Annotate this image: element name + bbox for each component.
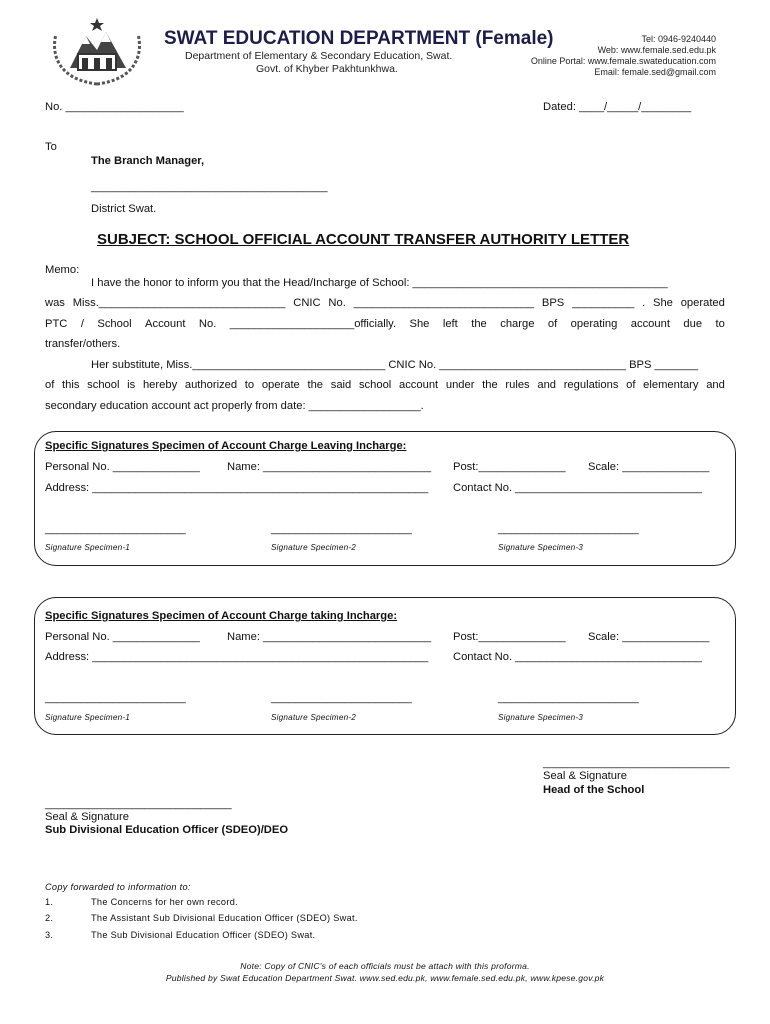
paragraph-1-line-4: transfer/others. xyxy=(45,338,121,350)
justified-word: hereby xyxy=(142,379,178,391)
leaving-signature-line-2: _______________________ xyxy=(271,523,412,535)
justified-word: was xyxy=(45,297,65,309)
justified-word: to xyxy=(715,318,725,330)
leaving-signature-specimen-2: Signature Specimen-2 xyxy=(271,543,357,552)
online-portal: Online Portal: www.female.swateducation.com xyxy=(530,56,716,66)
copy-item-2: The Assistant Sub Divisional Education Officer (SDEO) Swat. xyxy=(91,913,358,923)
taking-contact-no: Contact No. ______________________________ xyxy=(453,651,702,663)
leaving-signature-line-3: _______________________ xyxy=(498,523,639,535)
justified-word: operate xyxy=(261,379,300,391)
copy-item-1-number: 1. xyxy=(45,897,54,907)
justified-word: the xyxy=(307,379,324,391)
justified-word: of xyxy=(45,379,55,391)
leaving-personal-no: Personal No. ______________ xyxy=(45,461,200,473)
justified-word: of xyxy=(547,318,558,330)
leaving-contact-no: Contact No. ______________________________ xyxy=(453,482,702,494)
leaving-signature-line-1: _______________________ xyxy=(45,523,186,535)
to-label: To xyxy=(45,141,57,153)
leaving-scale: Scale: ______________ xyxy=(588,461,710,473)
taking-name: Name: ___________________________ xyxy=(227,631,432,643)
sdeo-seal-signature: Seal & Signature xyxy=(45,811,129,823)
copy-item-1: The Concerns for her own record. xyxy=(91,897,238,907)
justified-word: regulations xyxy=(563,379,619,391)
letter-date: Dated: ____/_____/________ xyxy=(543,101,692,113)
justified-word: due xyxy=(683,318,703,330)
government-subtitle: Govt. of Khyber Pakhtunkhwa. xyxy=(256,63,398,75)
justified-word: __________ xyxy=(572,297,635,309)
justified-word: She xyxy=(409,318,430,330)
leaving-post: Post:______________ xyxy=(453,461,566,473)
justified-word: elementary xyxy=(643,379,699,391)
paragraph-2-line-3: secondary education account act properly from date: __________________. xyxy=(45,400,424,412)
district: District Swat. xyxy=(91,203,157,215)
justified-word: PTC xyxy=(45,318,68,330)
paragraph-1-line-2 xyxy=(45,297,725,309)
justified-word: / xyxy=(80,318,84,330)
subject-heading: SUBJECT: SCHOOL OFFICIAL ACCOUNT TRANSFER AUTHORITY LETTER xyxy=(97,231,630,248)
department-title: SWAT EDUCATION DEPARTMENT (Female) xyxy=(164,28,554,49)
justified-word: Miss.______________________________ xyxy=(72,297,286,309)
recipient: The Branch Manager, xyxy=(91,155,205,167)
justified-word: authorized xyxy=(184,379,238,391)
copy-item-3-number: 3. xyxy=(45,930,54,940)
justified-word: School xyxy=(97,318,132,330)
justified-word: and xyxy=(537,379,557,391)
copy-item-2-number: 2. xyxy=(45,913,54,923)
justified-word: Account xyxy=(145,318,186,330)
taking-signature-line-3: _______________________ xyxy=(498,692,639,704)
justified-word: charge xyxy=(500,318,535,330)
head-of-school: Head of the School xyxy=(543,784,645,796)
justified-word: No. xyxy=(328,297,346,309)
paragraph-2-line-1: Her substitute, Miss._______________________________ CNIC No. ______________________________ BPS _______ xyxy=(91,359,699,371)
justified-word: operating xyxy=(570,318,618,330)
justified-word: BPS xyxy=(541,297,565,309)
department-logo xyxy=(44,14,150,86)
taking-personal-no: Personal No. ______________ xyxy=(45,631,200,643)
taking-signature-line-1: _______________________ xyxy=(45,692,186,704)
justified-word: of xyxy=(626,379,636,391)
taking-signature-specimen-3: Signature Specimen-3 xyxy=(498,713,584,722)
justified-word: left xyxy=(442,318,458,330)
justified-word: _____________________________ xyxy=(353,297,535,309)
justified-word: account xyxy=(630,318,670,330)
justified-word: under xyxy=(445,379,475,391)
leaving-address: Address: ______________________________________________________ xyxy=(45,482,429,494)
justified-word: school xyxy=(87,379,120,391)
footer-published: Published by Swat Education Department Swat. www.sed.edu.pk, www.female.sed.edu.pk, www.kpese.gov.pk xyxy=(165,973,605,983)
taking-scale: Scale: ______________ xyxy=(588,631,710,643)
email: Email: female.sed@gmail.com xyxy=(594,67,716,77)
taking-box-title: Specific Signatures Specimen of Account Charge taking Incharge: xyxy=(45,610,398,622)
justified-word: said xyxy=(330,379,352,391)
taking-address: Address: ______________________________________________________ xyxy=(45,651,429,663)
taking-signature-specimen-2: Signature Specimen-2 xyxy=(271,713,357,722)
justified-word: the xyxy=(471,318,487,330)
justified-word: and xyxy=(706,379,725,391)
recipient-line: ______________________________________ xyxy=(91,181,328,193)
paragraph-2-line-2 xyxy=(45,379,725,391)
justified-word: school xyxy=(358,379,392,391)
justified-word: . xyxy=(642,297,646,309)
website: Web: www.female.sed.edu.pk xyxy=(597,45,716,55)
letter-number: No. ___________________ xyxy=(45,101,184,113)
taking-signature-line-2: _______________________ xyxy=(271,692,412,704)
copy-item-3: The Sub Divisional Education Officer (SDEO) Swat. xyxy=(91,930,316,940)
justified-word: rules xyxy=(505,379,530,391)
justified-word: the xyxy=(482,379,498,391)
paragraph-1-line-1: I have the honor to inform you that the Head/Incharge of School: _________________________________________ xyxy=(91,277,668,289)
leaving-box-title: Specific Signatures Specimen of Account Charge Leaving Incharge: xyxy=(45,440,407,452)
head-seal-signature: Seal & Signature xyxy=(543,770,627,782)
justified-word: She xyxy=(653,297,673,309)
justified-word: account xyxy=(398,379,439,391)
memo-label: Memo: xyxy=(45,264,80,276)
taking-post: Post:______________ xyxy=(453,631,566,643)
department-subtitle: Department of Elementary & Secondary Education, Swat. xyxy=(185,50,453,62)
footer-note: Note: Copy of CNIC's of each officials must be attach with this proforma. xyxy=(240,961,530,971)
paragraph-1-line-3 xyxy=(45,318,725,330)
taking-signature-specimen-1: Signature Specimen-1 xyxy=(45,713,131,722)
sdeo-signature-line: ______________________________ xyxy=(45,798,232,810)
justified-word: is xyxy=(127,379,136,391)
leaving-name: Name: ___________________________ xyxy=(227,461,432,473)
head-signature-line: ______________________________ xyxy=(543,757,730,769)
telephone: Tel: 0946-9240440 xyxy=(641,34,716,44)
justified-word: No. xyxy=(198,318,217,330)
justified-word: CNIC xyxy=(293,297,321,309)
leaving-signature-specimen-3: Signature Specimen-3 xyxy=(498,543,584,552)
justified-word: this xyxy=(62,379,80,391)
justified-word: to xyxy=(244,379,255,391)
leaving-signature-specimen-1: Signature Specimen-1 xyxy=(45,543,131,552)
copy-forwarded-heading: Copy forwarded to information to: xyxy=(45,882,191,892)
justified-word: ____________________officially. xyxy=(229,318,397,330)
justified-word: operated xyxy=(680,297,725,309)
sdeo-title: Sub Divisional Education Officer (SDEO)/DEO xyxy=(45,824,289,836)
